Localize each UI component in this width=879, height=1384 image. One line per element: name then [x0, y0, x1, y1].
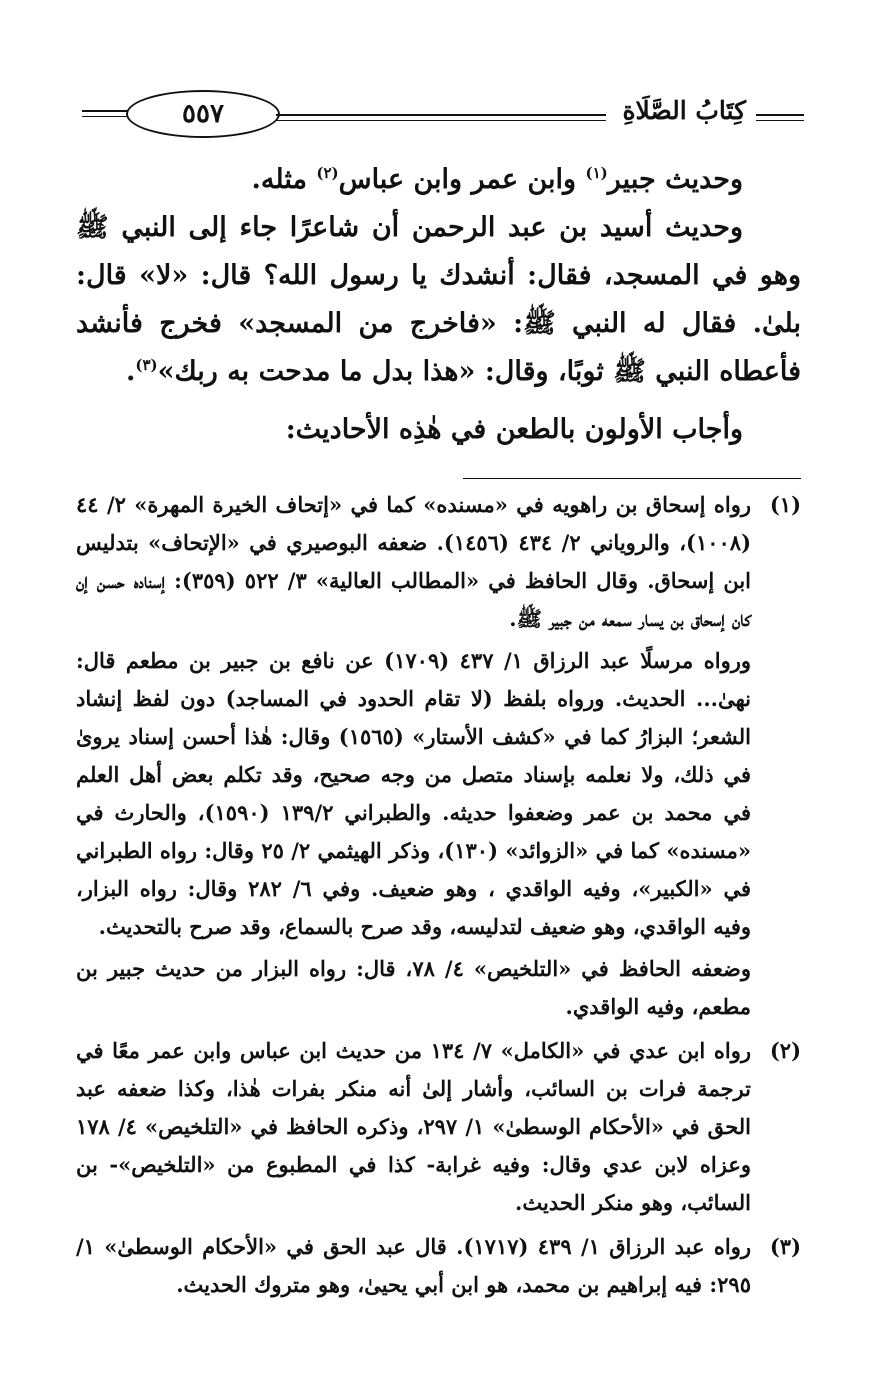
- page-header: [82, 88, 804, 144]
- text-run: .: [125, 356, 136, 387]
- text-run: وابن عمر وابن عباس: [338, 164, 586, 195]
- footnotes: [76, 486, 801, 1310]
- header-rule-right: [756, 114, 804, 116]
- footnote: [76, 486, 801, 1026]
- header-rule-left: [82, 110, 132, 112]
- main-paragraph: [76, 156, 801, 204]
- text-run: وأجاب الأولون بالطعن في هٰذِه الأحاديث:: [285, 414, 743, 445]
- footnote: [76, 1032, 801, 1222]
- header-rule-middle: [276, 114, 606, 116]
- footnote-ref: (١): [585, 164, 608, 182]
- footnote-number: (١): [769, 492, 801, 517]
- header-rule-middle-thin: [276, 120, 606, 121]
- book-title: كِتَابُ الصَّلَاةِ: [622, 96, 746, 125]
- main-paragraph: [76, 204, 801, 396]
- footnote-paragraph: رواه إسحاق بن راهويه في «مسنده» كما في «إتحاف الخيرة المهرة» ٢/ ٤٤ (١٠٠٨)، والروياني ٢/ ٤٣٤ (١٤٥٦). ضعفه البوصيري في «الإتحاف» بتدليس ابن إسحاق. وقال الحافظ في «المطالب العالية» ٣/ ٥٢٢ (٣٥٩): إسناده حسن إن كان إسحاق بن يسار سمعه من جبير ﷺ.: [76, 492, 752, 631]
- footnote-number: (٢): [769, 1038, 801, 1063]
- text-run: مثله.: [251, 164, 317, 195]
- text-run: وحديث أسيد بن عبد الرحمن أن شاعرًا جاء إلى النبي ﷺ وهو في المسجد، فقال: أنشدك يا رسول الله؟ قال: «لا» قال: بلىٰ. فقال له النبي ﷺ: «فاخرج من المسجد» فخرج فأنشد فأعطاه النبي ﷺ ثوبًا، وقال: «هذا بدل ما مدحت به ربك»: [76, 212, 801, 387]
- footnote-paragraph: رواه ابن عدي في «الكامل» ٧/ ١٣٤ من حديث ابن عباس وابن عمر معًا في ترجمة فرات بن السائب، وأشار إلىٰ أنه منكر بفرات هٰذا، وكذا ضعفه عبد الحق في «الأحكام الوسطىٰ» ١/ ٢٩٧، وذكره الحافظ في «التلخيص» ٤/ ١٧٨ وعزاه لابن عدي وقال: وفيه غرابة- كذا في المطبوع من «التلخيص»- بن السائب، وهو منكر الحديث.: [76, 1038, 751, 1215]
- footnote-ref: (٢): [316, 164, 339, 182]
- main-paragraph: [76, 406, 801, 454]
- page-number: ٥٥٧: [126, 90, 280, 138]
- footnote-paragraph: رواه عبد الرزاق ١/ ٤٣٩ (١٧١٧). قال عبد الحق في «الأحكام الوسطىٰ» ١/ ٢٩٥: فيه إبراهيم بن محمد، هو ابن أبي يحيىٰ، وهو متروك الحديث.: [76, 1234, 751, 1297]
- footnote: [76, 1228, 801, 1304]
- main-text: [76, 156, 801, 454]
- footnote-paragraph: وضعفه الحافظ في «التلخيص» ٤/ ٧٨، قال: رواه البزار من حديث جبير بن مطعم، وفيه الواقدي.: [76, 956, 751, 1019]
- header-rule-right-thin: [756, 120, 804, 121]
- footnote-number: (٣): [769, 1234, 801, 1259]
- footnote-ref: (٣): [135, 356, 158, 374]
- text-run: وحديث جبير: [607, 164, 743, 195]
- footnote-separator: [463, 478, 801, 479]
- header-rule-left-thin: [82, 116, 132, 117]
- footnote-paragraph: ورواه مرسلًا عبد الرزاق ١/ ٤٣٧ (١٧٠٩) عن نافع بن جبير بن مطعم قال: نهىٰ... الحديث. ورواه بلفظ (لا تقام الحدود في المساجد) دون لفظ إنشاد الشعر؛ البزارُ كما في «كشف الأستار» (١٥٦٥) وقال: هٰذا أحسن إسناد يروىٰ في ذلك، ولا نعلمه بإسناد متصل من وجه صحيح، وقد تكلم بعض أهل العلم في محمد بن عمر وضعفوا حديثه. والطبراني ١٣٩/٢ (١٥٩٠)، والحارث في «مسنده» كما في «الزوائد» (١٣٠)، وذكر الهيثمي ٢/ ٢٥ وقال: رواه الطبراني في «الكبير»، وفيه الواقدي ، وهو ضعيف. وفي ٦/ ٢٨٢ وقال: رواه البزار، وفيه الواقدي، وهو ضعيف لتدليسه، وقد صرح بالسماع، وقد صرح بالتحديث.: [76, 648, 751, 939]
